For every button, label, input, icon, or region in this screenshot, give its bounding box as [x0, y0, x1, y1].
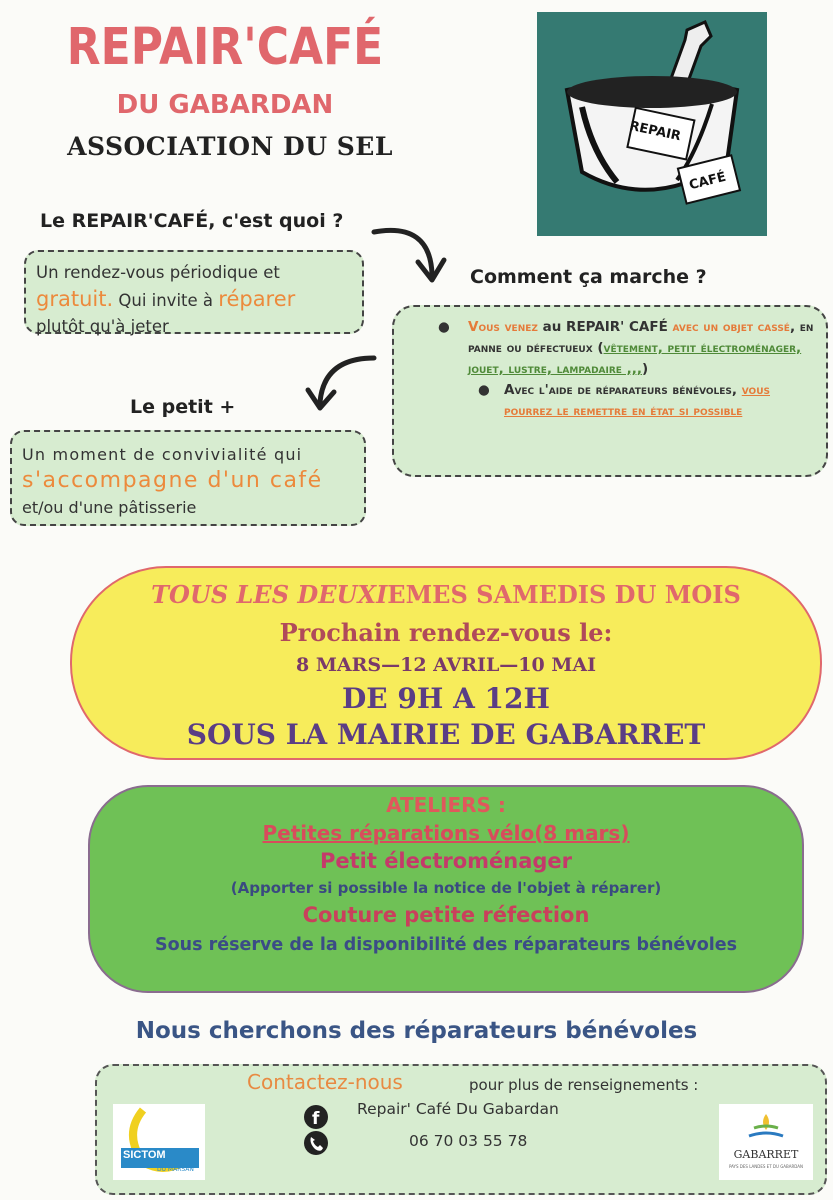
bullet-icon: ●	[438, 319, 450, 335]
how-b1-p6: )	[642, 361, 649, 377]
subtitle: DU GABARDAN	[116, 90, 334, 120]
schedule-pill	[70, 566, 822, 760]
sictom-logo	[113, 1104, 205, 1180]
question-plus: Le petit +	[130, 396, 236, 418]
accompagne-words: s'accompagne d'un café	[22, 468, 323, 493]
how-b1-p3: avec un objet cassé	[672, 319, 790, 335]
sictom-sub: DU MARSAN	[157, 1166, 194, 1173]
question-how: Comment ça marche ?	[470, 266, 707, 288]
facebook-phone-icon	[303, 1104, 329, 1156]
atelier-reserve: Sous réserve de la disponibilité des réparateurs bénévoles	[154, 935, 737, 955]
schedule-line1-italic: TOUS LES DEUXI	[151, 580, 388, 609]
how-bullet-1	[408, 317, 816, 380]
atelier-couture: Couture petite réfection	[302, 903, 590, 927]
repair-cafe-logo	[537, 12, 767, 236]
how-b1-p2: au REPAIR' CAFÉ	[537, 319, 673, 335]
what-box	[24, 250, 364, 334]
atelier-velo: Petites réparations vélo(8 mars)	[262, 821, 630, 845]
how-b1-p5: vêtement, petit électroménager, jouet, lustre, lampadaire ,,,	[468, 340, 802, 377]
plus-line1: Un moment de convivialité qui	[22, 445, 303, 464]
logo-cafe-text: CAFÉ	[687, 169, 728, 194]
how-b1-p4: , en panne ou défectueux (	[468, 319, 814, 356]
main-title: REPAIR'CAFÉ	[66, 18, 384, 77]
schedule-line1-rest: EMES SAMEDIS DU MOIS	[387, 580, 741, 609]
how-bullet-2	[408, 380, 816, 422]
schedule-location: SOUS LA MAIRIE DE GABARRET	[186, 718, 706, 751]
schedule-line1	[72, 580, 820, 609]
what-line1: Un rendez-vous périodique et	[36, 263, 280, 282]
ateliers-title: ATELIERS :	[386, 793, 506, 817]
sictom-text: SICTOM	[123, 1149, 166, 1161]
how-b1-p1: Vous venez	[468, 319, 538, 335]
what-line3: plutôt qu'à jeter	[36, 317, 169, 336]
contact-icons	[303, 1104, 329, 1156]
contact-more: pour plus de renseignements :	[469, 1076, 699, 1094]
reparer-word: réparer	[218, 287, 296, 311]
plus-line3: et/ou d'une pâtisserie	[22, 498, 197, 517]
arrow-down-right-icon	[370, 222, 450, 290]
how-box	[392, 305, 828, 477]
gabarret-logo	[719, 1104, 813, 1180]
atelier-note: (Apporter si possible la notice de l'objet à réparer)	[230, 879, 662, 897]
ateliers-pill	[88, 785, 804, 993]
svg-text:f: f	[312, 1109, 320, 1129]
gratuit-word: gratuit.	[36, 287, 114, 311]
how-b2-p2: vous pourrez le remettre en état si possible	[504, 382, 770, 419]
schedule-dates: 8 MARS—12 AVRIL—10 MAI	[295, 654, 597, 676]
question-what: Le REPAIR'CAFÉ, c'est quoi ?	[40, 210, 344, 232]
what-mid: Qui invite à	[113, 291, 219, 310]
logo-repair-text: REPAIR	[628, 118, 683, 145]
how-b2-p1: Avec l'aide de réparateurs bénévoles,	[504, 382, 742, 398]
plus-box	[10, 430, 366, 526]
association-name: ASSOCIATION DU SEL	[67, 132, 393, 161]
contact-phone[interactable]: 06 70 03 55 78	[409, 1132, 528, 1150]
bullet-icon: ●	[478, 382, 490, 398]
recruit-heading: Nous cherchons des réparateurs bénévoles	[135, 1018, 698, 1044]
plus-line2	[22, 468, 354, 495]
gabarret-text: GABARRET	[733, 1148, 799, 1161]
arrow-down-left-icon	[300, 348, 380, 416]
schedule-hours: DE 9H A 12H	[342, 682, 550, 715]
contact-title: Contactez-nous	[247, 1070, 403, 1094]
schedule-line2: Prochain rendez-vous le:	[279, 618, 613, 647]
gabarret-sub: PAYS DES LANDES ET DU GABARDAN	[728, 1164, 804, 1169]
gabarret-tree-icon	[719, 1104, 813, 1144]
contact-box	[95, 1064, 827, 1195]
what-line2	[36, 286, 352, 314]
atelier-electromenager: Petit électroménager	[319, 849, 573, 873]
contact-name: Repair' Café Du Gabardan	[357, 1100, 559, 1118]
